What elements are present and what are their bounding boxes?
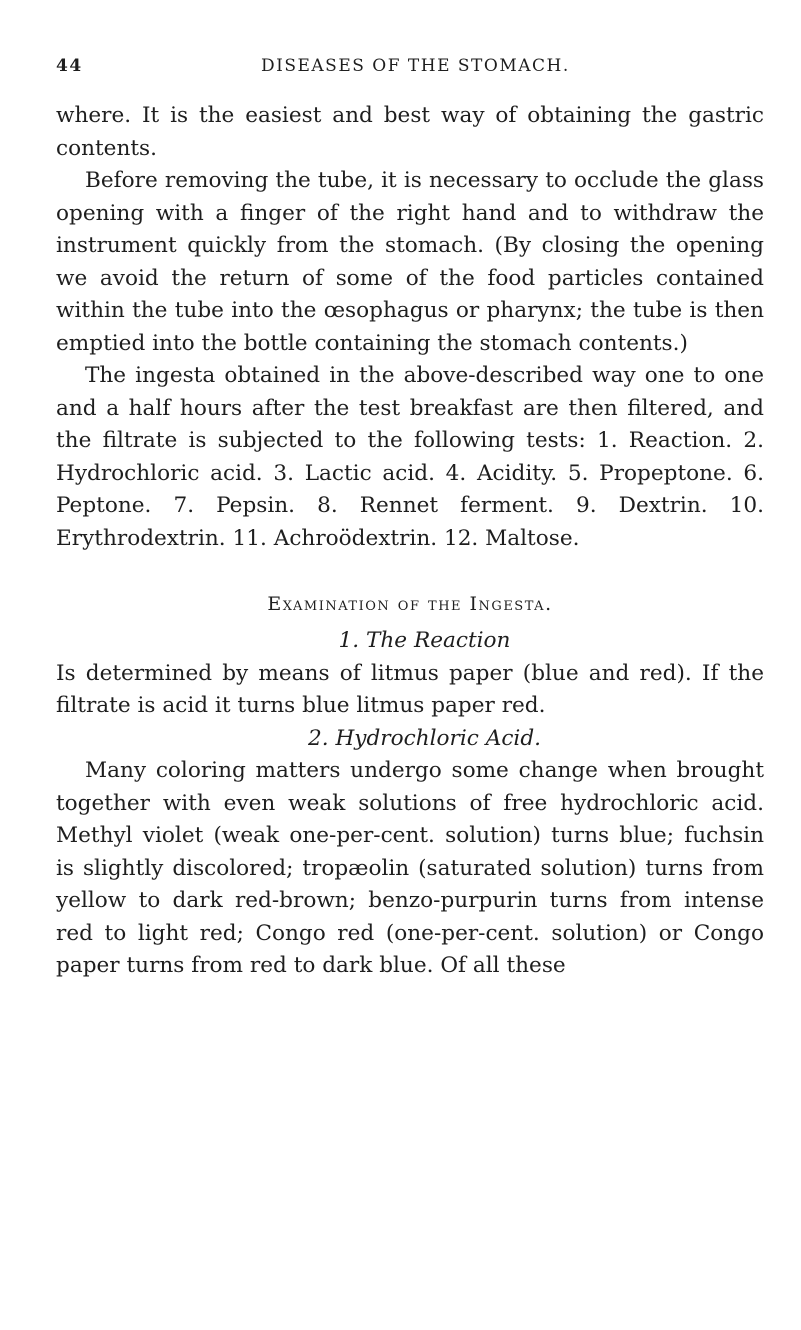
running-head — [56, 56, 756, 86]
paragraph-continuation: where. It is the easiest and best way of obtaining the gastric contents. — [56, 103, 764, 161]
paragraph-coloring-matters: Many coloring matters undergo some change when brought together with even weak solutions of free hydrochloric acid. Methyl violet (weak one-per-cent. solution) turns blue; fuchsin is slightly discolored; tropæolin (saturated solution) turns from yellow to dark red-brown; benzo-purpurin turns from intense red to light red; Congo red (one-per-cent. solution) or Congo paper turns from red to dark blue. Of all these — [56, 758, 764, 978]
running-title: DISEASES OF THE STOMACH. — [261, 56, 570, 76]
subheading-hydrochloric-acid: 2. Hydrochloric Acid. — [307, 725, 542, 751]
paragraph-ingesta-tests: The ingesta obtained in the above-described way one to one and a half hours after the test breakfast are then filtered, and the filtrate is subjected to the following tests: 1. Reaction. 2. Hydrochloric acid. 3. Lactic acid. 4. Acidity. 5. Propeptone. 6. Peptone. 7. Pepsin. 8. Rennet ferment. 9. Dextrin. 10. Erythrodextrin. 11. Achroödextrin. 12. Maltose. — [56, 363, 764, 551]
page-number: 44 — [56, 56, 83, 76]
paragraph-removing-tube: Before removing the tube, it is necessary to occlude the glass opening with a finger of the right hand and to withdraw the instrument quickly from the stomach. (By closing the opening we avoid the return of some of the food particles contained within the tube into the œsophagus or pharynx; the tube is then emptied into the bottle containing the stomach contents.) — [56, 168, 764, 356]
subheading-reaction: 1. The Reaction — [338, 628, 511, 653]
paragraph-reaction: Is determined by means of litmus paper (blue and red). If the filtrate is acid it turns blue litmus paper red. — [56, 660, 764, 718]
body-text — [56, 100, 764, 983]
section-heading: Examination of the Ingesta. — [267, 593, 553, 615]
